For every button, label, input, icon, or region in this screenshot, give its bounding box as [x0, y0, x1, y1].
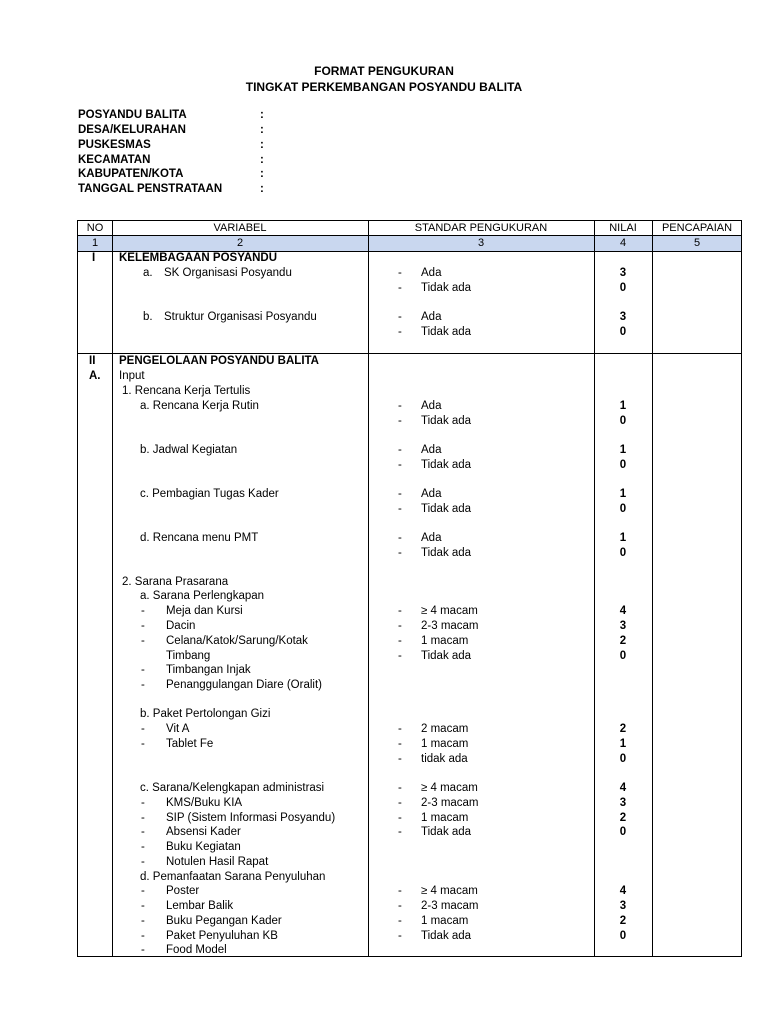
- standard-text: Tidak ada: [421, 503, 472, 515]
- header-standar: STANDAR PENGUKURAN: [414, 222, 548, 234]
- standard-text: Tidak ada: [421, 930, 472, 942]
- item-letter: b.: [143, 311, 153, 323]
- info-colon: :: [260, 183, 264, 195]
- header-nilai: NILAI: [609, 222, 637, 234]
- item-label: b. Jadwal Kegiatan: [140, 444, 238, 456]
- info-colon: :: [260, 109, 264, 121]
- score-value: 0: [619, 282, 627, 294]
- score-value: 1: [619, 532, 627, 544]
- standard-dash: -: [398, 753, 402, 765]
- list-item: Dacin: [166, 620, 196, 632]
- colnum-1: 1: [91, 237, 99, 249]
- standard-dash: -: [398, 488, 402, 500]
- score-value: 1: [619, 738, 627, 750]
- bullet-dash: -: [141, 679, 145, 691]
- standard-text: 2 macam: [421, 723, 469, 735]
- score-value: 0: [619, 826, 627, 838]
- section-heading: PENGELOLAAN POSYANDU BALITA: [119, 355, 319, 367]
- score-value: 3: [619, 620, 627, 632]
- header-variabel: VARIABEL: [213, 222, 267, 234]
- info-label-tanggal: TANGGAL PENSTRATAAN: [78, 183, 223, 195]
- bullet-dash: -: [141, 812, 145, 824]
- list-item: Buku Kegiatan: [166, 841, 241, 853]
- bullet-dash: -: [141, 826, 145, 838]
- standard-text: ≥ 4 macam: [421, 885, 478, 897]
- list-item: Buku Pegangan Kader: [166, 915, 282, 927]
- info-colon: :: [260, 154, 264, 166]
- item-label: c. Pembagian Tugas Kader: [140, 488, 279, 500]
- standard-text: Ada: [421, 444, 442, 456]
- item-label: c. Sarana/Kelengkapan administrasi: [140, 782, 325, 794]
- section-heading: KELEMBAGAAN POSYANDU: [119, 252, 278, 264]
- standard-dash: -: [398, 915, 402, 927]
- standard-text: ≥ 4 macam: [421, 605, 478, 617]
- list-item: Paket Penyuluhan KB: [166, 930, 278, 942]
- standard-dash: -: [398, 605, 402, 617]
- no-cell: I: [92, 252, 96, 264]
- score-value: 0: [619, 930, 627, 942]
- score-value: 3: [619, 267, 627, 279]
- standard-text: Tidak ada: [421, 415, 472, 427]
- standard-dash: -: [398, 326, 402, 338]
- bullet-dash: -: [141, 797, 145, 809]
- bullet-dash: -: [141, 915, 145, 927]
- score-value: 2: [619, 635, 627, 647]
- standard-text: Ada: [421, 532, 442, 544]
- score-value: 3: [619, 797, 627, 809]
- col-divider: [368, 221, 369, 956]
- col-divider: [594, 221, 595, 956]
- doc-subtitle: TINGKAT PERKEMBANGAN POSYANDU BALITA: [245, 80, 523, 94]
- standard-dash: -: [398, 444, 402, 456]
- standard-text: Ada: [421, 267, 442, 279]
- colnum-3: 3: [477, 237, 485, 249]
- doc-title: FORMAT PENGUKURAN: [314, 64, 454, 78]
- score-value: 3: [619, 311, 627, 323]
- score-value: 0: [619, 753, 627, 765]
- standard-dash: -: [398, 812, 402, 824]
- score-value: 1: [619, 488, 627, 500]
- list-item: KMS/Buku KIA: [166, 797, 243, 809]
- score-value: 0: [619, 326, 627, 338]
- list-item: Absensi Kader: [166, 826, 241, 838]
- item-label: d. Rencana menu PMT: [140, 532, 259, 544]
- standard-text: Tidak ada: [421, 282, 472, 294]
- standard-text: Tidak ada: [421, 459, 472, 471]
- standard-text: 2-3 macam: [421, 900, 479, 912]
- score-value: 0: [619, 547, 627, 559]
- bullet-dash: -: [141, 635, 145, 647]
- info-label-posyandu: POSYANDU BALITA: [78, 109, 187, 121]
- header-pencapaian: PENCAPAIAN: [661, 222, 733, 234]
- standard-text: 1 macam: [421, 635, 469, 647]
- standard-text: Ada: [421, 488, 442, 500]
- info-colon: :: [260, 124, 264, 136]
- standard-dash: -: [398, 503, 402, 515]
- list-item: Notulen Hasil Rapat: [166, 856, 269, 868]
- standard-dash: -: [398, 635, 402, 647]
- score-value: 4: [619, 605, 627, 617]
- standard-dash: -: [398, 311, 402, 323]
- item-label: b. Paket Pertolongan Gizi: [140, 708, 271, 720]
- header-no: NO: [86, 222, 104, 234]
- standard-text: 2-3 macam: [421, 620, 479, 632]
- standard-dash: -: [398, 738, 402, 750]
- bullet-dash: -: [141, 944, 145, 956]
- standard-text: Tidak ada: [421, 547, 472, 559]
- standard-dash: -: [398, 930, 402, 942]
- score-value: 0: [619, 459, 627, 471]
- score-value: 0: [619, 415, 627, 427]
- score-value: 3: [619, 900, 627, 912]
- bullet-dash: -: [141, 738, 145, 750]
- subsection-label: 2. Sarana Prasarana: [122, 576, 229, 588]
- subsection-label: 1. Rencana Kerja Tertulis: [122, 385, 251, 397]
- bullet-dash: -: [141, 841, 145, 853]
- standard-text: 1 macam: [421, 738, 469, 750]
- standard-text: Ada: [421, 400, 442, 412]
- info-colon: :: [260, 139, 264, 151]
- list-item: Food Model: [166, 944, 227, 956]
- standard-dash: -: [398, 282, 402, 294]
- standard-text: Tidak ada: [421, 326, 472, 338]
- score-value: 1: [619, 444, 627, 456]
- item-label: Struktur Organisasi Posyandu: [164, 311, 317, 323]
- standard-text: 2-3 macam: [421, 797, 479, 809]
- bullet-dash: -: [141, 930, 145, 942]
- colnum-4: 4: [619, 237, 627, 249]
- standard-text: Tidak ada: [421, 826, 472, 838]
- standard-dash: -: [398, 547, 402, 559]
- bullet-dash: -: [141, 605, 145, 617]
- standard-dash: -: [398, 532, 402, 544]
- standard-dash: -: [398, 885, 402, 897]
- list-item: SIP (Sistem Informasi Posyandu): [166, 812, 336, 824]
- standard-dash: -: [398, 723, 402, 735]
- score-value: 2: [619, 723, 627, 735]
- bullet-dash: -: [141, 856, 145, 868]
- list-item: Tablet Fe: [166, 738, 214, 750]
- item-label: a. Sarana Perlengkapan: [140, 590, 265, 602]
- standard-dash: -: [398, 782, 402, 794]
- bullet-dash: -: [141, 664, 145, 676]
- list-item: Timbang: [166, 650, 211, 662]
- score-value: 0: [619, 503, 627, 515]
- item-label: a. Rencana Kerja Rutin: [140, 400, 259, 412]
- bullet-dash: -: [141, 885, 145, 897]
- col-divider: [652, 221, 653, 956]
- standard-text: Ada: [421, 311, 442, 323]
- list-item: Penanggulangan Diare (Oralit): [166, 679, 322, 691]
- bullet-dash: -: [141, 900, 145, 912]
- standard-dash: -: [398, 400, 402, 412]
- no-cell: II: [89, 355, 96, 367]
- standard-text: Tidak ada: [421, 650, 472, 662]
- bullet-dash: -: [141, 723, 145, 735]
- measurement-table: [77, 220, 742, 957]
- standard-dash: -: [398, 826, 402, 838]
- info-label-puskesmas: PUSKESMAS: [78, 139, 151, 151]
- standard-text: 1 macam: [421, 915, 469, 927]
- item-letter: a.: [143, 267, 153, 279]
- list-item: Poster: [166, 885, 200, 897]
- list-item: Timbangan Injak: [166, 664, 251, 676]
- list-item: Celana/Katok/Sarung/Kotak: [166, 635, 308, 647]
- subsection-label: Input: [119, 370, 145, 382]
- standard-dash: -: [398, 459, 402, 471]
- info-label-kecamatan: KECAMATAN: [78, 154, 151, 166]
- colnum-5: 5: [693, 237, 701, 249]
- standard-dash: -: [398, 900, 402, 912]
- list-item: Meja dan Kursi: [166, 605, 243, 617]
- standard-dash: -: [398, 620, 402, 632]
- score-value: 4: [619, 885, 627, 897]
- bullet-dash: -: [141, 620, 145, 632]
- item-label: d. Pemanfaatan Sarana Penyuluhan: [140, 871, 326, 883]
- standard-text: tidak ada: [421, 753, 468, 765]
- standard-dash: -: [398, 415, 402, 427]
- standard-dash: -: [398, 267, 402, 279]
- score-value: 0: [619, 650, 627, 662]
- colnum-2: 2: [236, 237, 244, 249]
- list-item: Lembar Balik: [166, 900, 234, 912]
- info-label-desa: DESA/KELURAHAN: [78, 124, 186, 136]
- score-value: 2: [619, 812, 627, 824]
- standard-text: ≥ 4 macam: [421, 782, 478, 794]
- score-value: 4: [619, 782, 627, 794]
- item-label: SK Organisasi Posyandu: [164, 267, 292, 279]
- col-divider: [112, 221, 113, 956]
- list-item: Vit A: [166, 723, 190, 735]
- standard-dash: -: [398, 797, 402, 809]
- no-cell: A.: [89, 370, 101, 382]
- info-colon: :: [260, 168, 264, 180]
- score-value: 1: [619, 400, 627, 412]
- standard-text: 1 macam: [421, 812, 469, 824]
- score-value: 2: [619, 915, 627, 927]
- standard-dash: -: [398, 650, 402, 662]
- info-label-kabupaten: KABUPATEN/KOTA: [78, 168, 184, 180]
